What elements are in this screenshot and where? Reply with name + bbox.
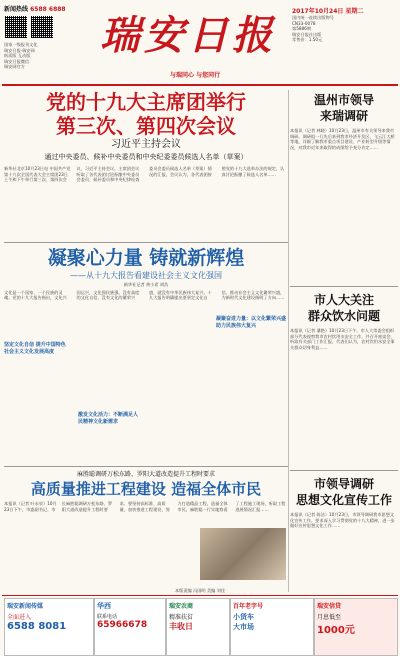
ad-3[interactable]: 瑞安农商 精准扶贫 丰收日 [166, 598, 230, 656]
sidebar-divider-h [290, 286, 398, 287]
editor-credit: 本版责编 冯国明 美编 刘佳 [174, 588, 226, 593]
masthead-slogan: 与瑞同心 与您同行 [170, 72, 221, 79]
ad-5[interactable]: 瑞安信贷 月息低至 1000元 [314, 598, 398, 656]
feature-subhead: ——从十九大报告看建设社会主义文化强国 [70, 271, 222, 280]
sidebar-divider [288, 90, 289, 592]
sidebar-story-2: 市人大关注 群众饮水问题 本报讯（记者 潘艳）10月23日下午，市人大常委会组织部分代表视察我市农村饮用水安全工作，并召开座谈会，听取有关部门工作汇报。代表们认为，农村饮用水安全事关群众切身利益…… [290, 293, 395, 350]
ad-2[interactable]: 华西 联系电话 65966678 [94, 598, 166, 656]
ad-4[interactable]: 百年老字号 小货车 大市场 [230, 598, 314, 656]
footer-divider [2, 595, 398, 596]
masthead-right-info: 2017年10月24日 星期二 国内统一连续出版物号 CN33-0078 第5886期 瑞安日报社出版 零售价：1.50元 [292, 6, 396, 43]
lead-body: 新华社北京10月23日电 中国共产党第十九次全国代表大会主席团23日上午和下午举行第三次、第四次会议，习近平主持会议。主席团会议听取了各代表团讨论酝酿中央委员会委员、候补委员和中央纪律检查委员会委员候选人名单（草案）情况的汇报，会议认为，各代表团按照党的十九大选举办法的规定，认真讨论酝酿了候选人名单…… [4, 166, 285, 183]
qr-code-icon [5, 16, 27, 38]
county-headline: 高质量推进工程建设 造福全体市民 [30, 480, 262, 498]
masthead-title: 瑞安日报 [100, 12, 276, 59]
section-divider [4, 242, 288, 243]
sidebar-divider-h [290, 470, 398, 471]
feature-box-2: 凝聚奋进力量：以文化繁荣兴盛助力民族伟大复兴 [216, 316, 287, 329]
feature-byline: 新华社记者 黄小希 胡浩 [123, 282, 169, 287]
masthead-divider [2, 84, 398, 86]
county-prehead: 麻胜聪调研万松东路、罗阳大道改造提升工程时要求 [76, 471, 215, 478]
sidebar-story-3: 市领导调研 思想文化宣传工作 本报讯（记者 陈洁）10月23日，市领导调研我市思想文化宣传工作，要求深入学习贯彻党的十九大精神，进一步做好宣传思想文化工作…… [290, 477, 395, 529]
section-divider [4, 466, 288, 467]
qr-code-icon [31, 16, 53, 38]
feature-box-3: 激发文化活力：不断满足人民精神文化新需求 [78, 412, 142, 426]
lead-deck: 通过中央委员、候补中央委员和中央纪委委员候选人名单（草案） [44, 153, 248, 161]
county-body: 本报讯（记者 叶永泉）10月23日下午，市委副书记、市长麻胜聪调研万松东路、罗阳大道改造提升工程时要求，要坚持高标准、高质量，加快推进工程建设，努力打造精品工程，造福全体市民。麻胜聪一行实地察看了工程施工现场，听取工程进展情况汇报…… [4, 501, 286, 512]
masthead [0, 0, 400, 86]
news-photo [200, 528, 286, 580]
ad-1[interactable]: 瑞安新闻传媒 全面进入 6588 8081 [4, 598, 94, 656]
masthead-left-info: 国家一级报刊文化 瑞安日报·瑞安网 纸质版 互动版 瑞安日报微信 瑞安网官方 [4, 42, 38, 70]
issue-date: 2017年10月24日 星期二 [292, 8, 364, 15]
feature-story [4, 246, 288, 464]
lead-story [4, 90, 288, 240]
feature-headline: 凝聚心力量 铸就新辉煌 [47, 247, 245, 269]
hotline: 新闻热线 6588 6888 [4, 6, 66, 13]
lead-headline-1: 党的十九大主席团举行 [46, 90, 246, 114]
feature-box-1: 坚定文化自信 提升中国特色社会主义文化发展高度 [4, 342, 68, 356]
feature-body: 文化是一个国家、一个民族的灵魂。党的十九大报告指出，文化兴国运兴，文化强民族强。没有高度的文化自信，没有文化的繁荣兴盛，就没有中华民族伟大复兴。十九大报告明确提出要坚定文化自信，推动社会主义文化繁荣兴盛，为新时代文化建设指明了方向…… [4, 289, 285, 301]
lead-subhead: 习近平主持会议 [111, 139, 181, 150]
sidebar-story-1: 温州市领导 来瑞调研 本报讯（记者 林晓）10月23日，温州市有关领导来我市调研。调研组一行先后来到我市经济开发区、飞云江大桥等地，详细了解我市重点项目建设、产业转型升级等情况，对我市近年来取得的成绩给予充分肯定…… [290, 93, 395, 150]
lead-headline-2: 第三次、第四次会议 [56, 114, 236, 138]
